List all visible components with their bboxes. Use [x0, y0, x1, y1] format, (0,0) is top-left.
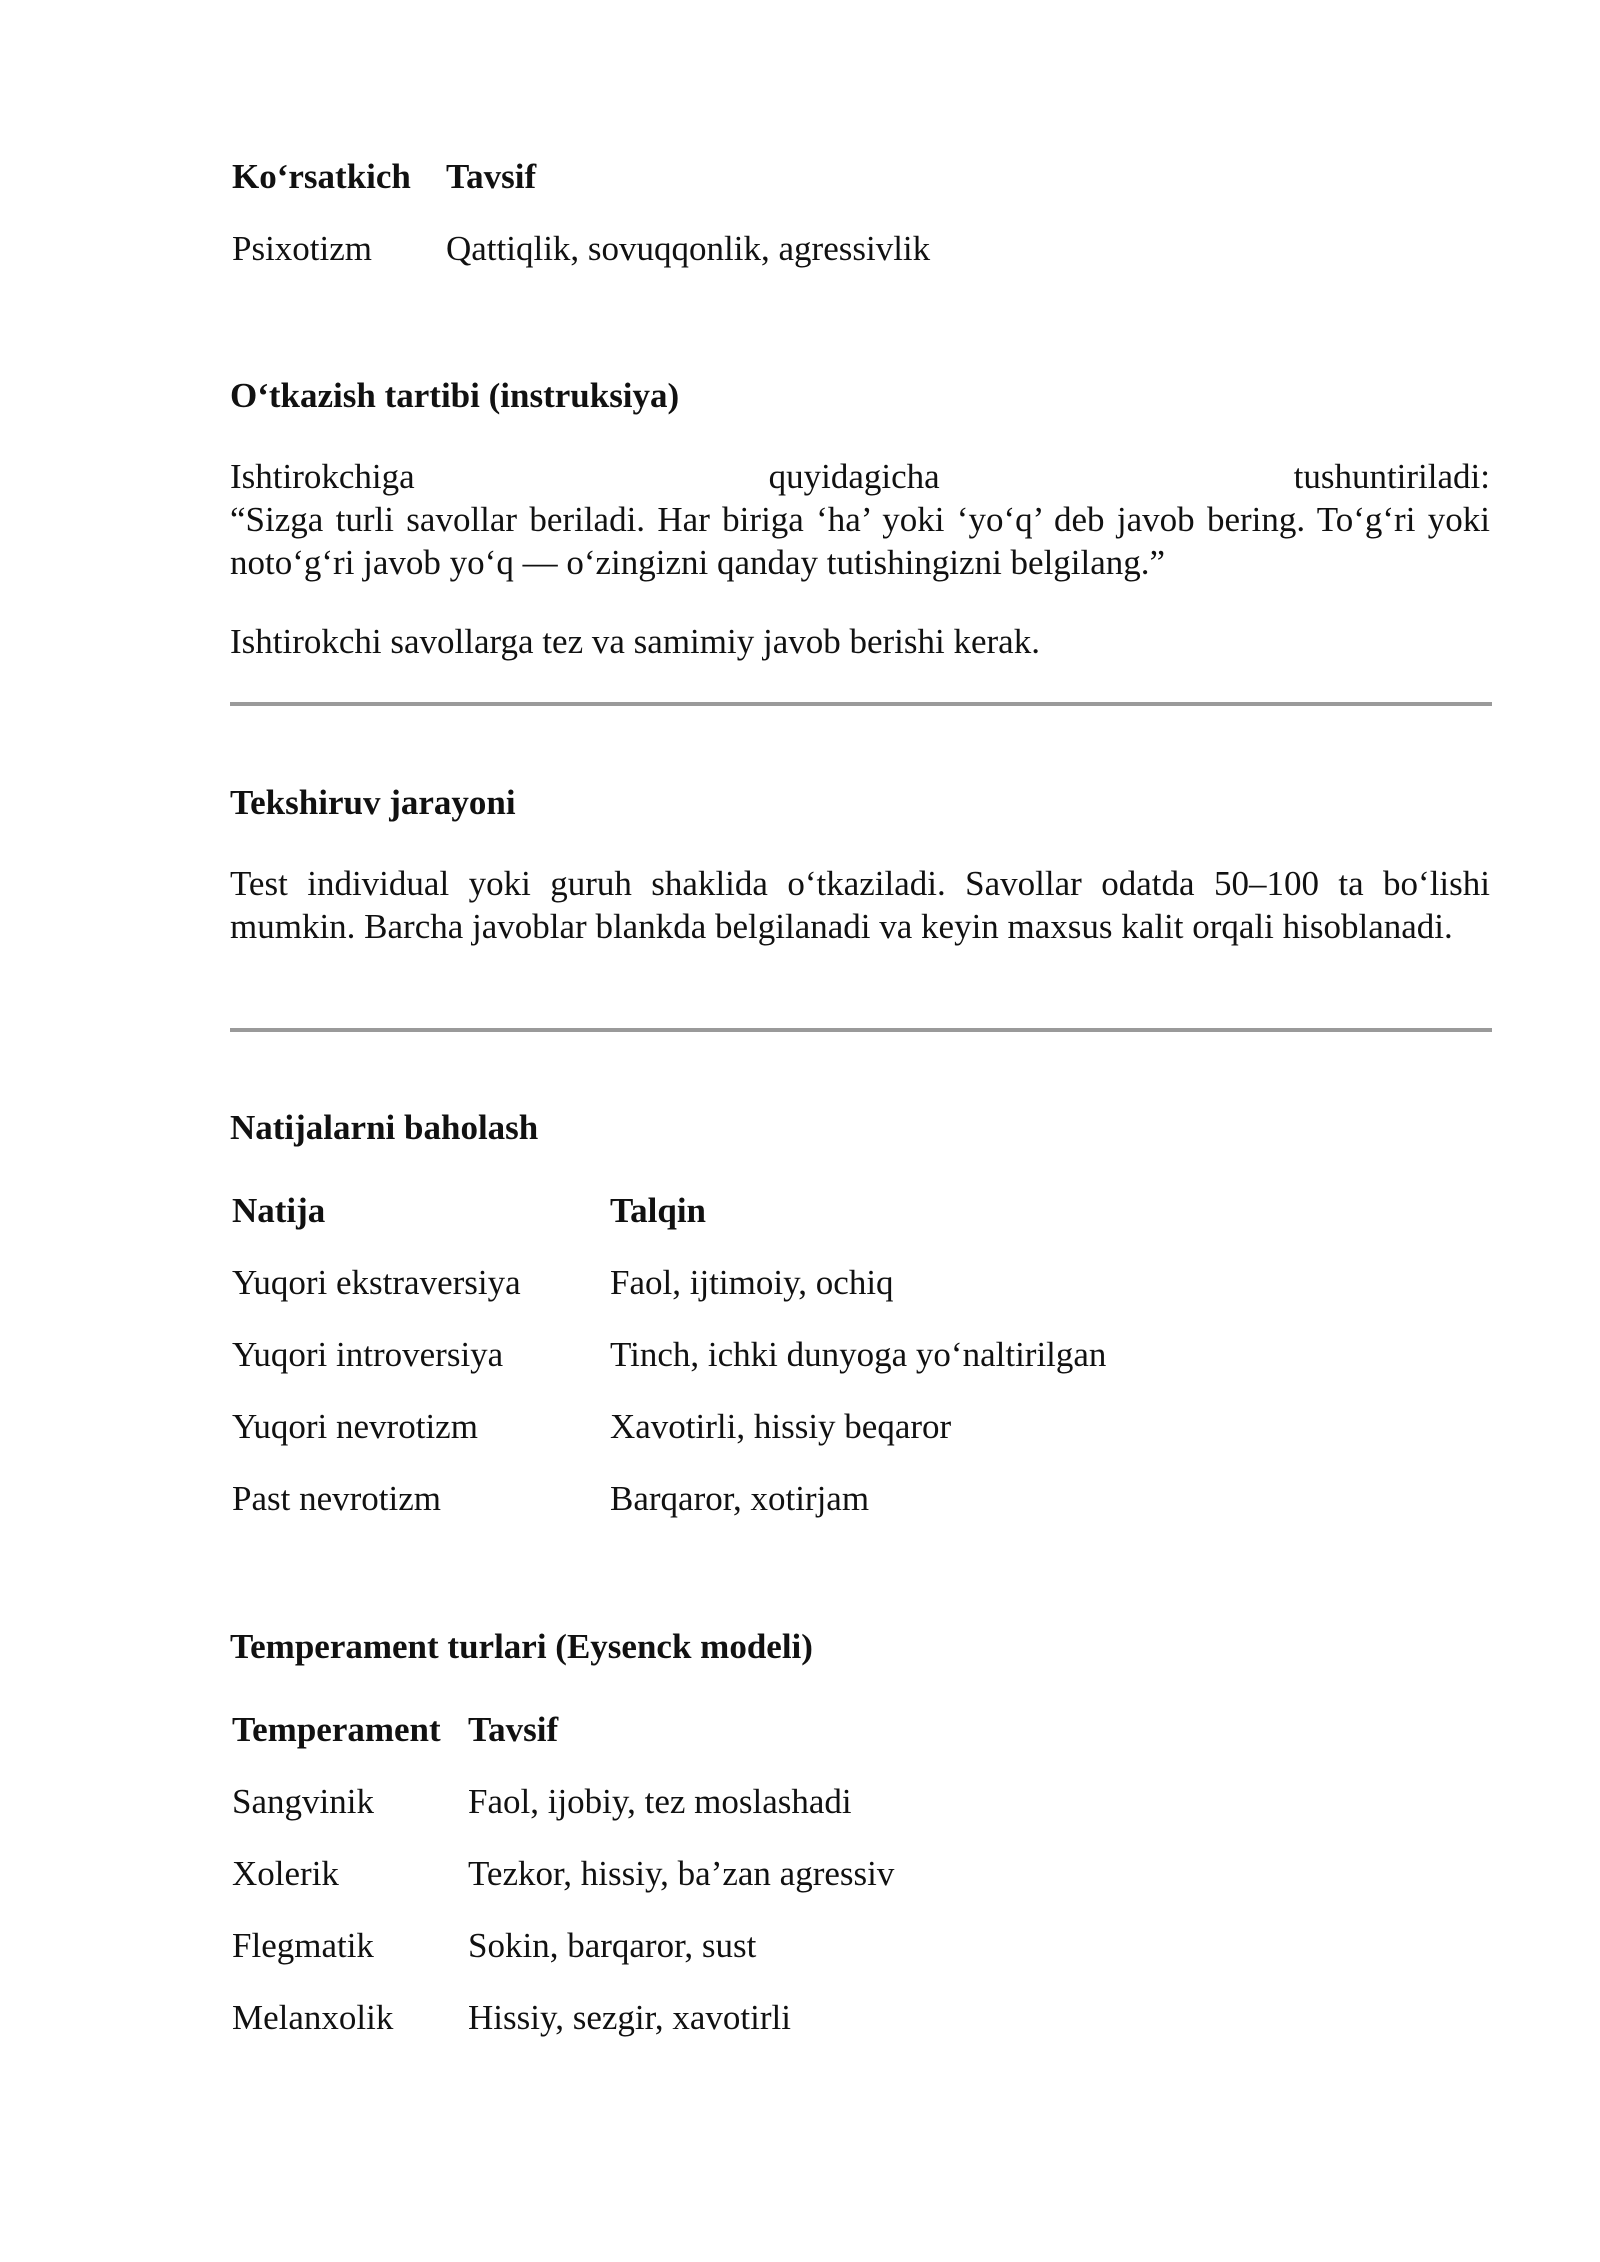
table-cell: Hissiy, sezgir, xavotirli: [468, 1998, 791, 2037]
table-cell: Tinch, ichki dunyoga yo‘naltirilgan: [610, 1335, 1107, 1374]
table-cell: Faol, ijobiy, tez moslashadi: [468, 1782, 852, 1821]
table-cell: Sokin, barqaror, sust: [468, 1926, 757, 1965]
table-cell: Xavotirli, hissiy beqaror: [610, 1407, 952, 1446]
table-cell: Xolerik: [232, 1854, 339, 1893]
table-cell: Barqaror, xotirjam: [610, 1479, 870, 1518]
table-header-description: Tavsif: [468, 1710, 559, 1749]
section-title-process: Tekshiruv jarayoni: [230, 783, 516, 822]
table-cell: Yuqori nevrotizm: [232, 1407, 478, 1446]
horizontal-rule: [230, 1028, 1492, 1032]
instruction-paragraph-quote: “Sizga turli savollar beriladi. Har biriga ‘ha’ yoki ‘yo‘q’ deb javob bering. To‘g‘ri yoki noto‘g‘ri javob yo‘q — o‘zingizni qanday tutishingizni belgilang.”: [230, 500, 1490, 582]
section-title-instruction: O‘tkazish tartibi (instruksiya): [230, 376, 680, 415]
section-title-temperament: Temperament turlari (Eysenck modeli): [230, 1627, 813, 1666]
paragraph-word: quyidagicha: [768, 457, 940, 496]
table-cell: Melanxolik: [232, 1998, 394, 2037]
table-cell: Flegmatik: [232, 1926, 374, 1965]
instruction-paragraph-2: Ishtirokchi savollarga tez va samimiy javob berishi kerak.: [230, 622, 1040, 661]
table-cell: Faol, ijtimoiy, ochiq: [610, 1263, 894, 1302]
table-header-description: Tavsif: [446, 157, 537, 196]
paragraph-word: Ishtirokchiga: [230, 457, 415, 496]
table-cell: Qattiqlik, sovuqqonlik, agressivlik: [446, 229, 931, 268]
horizontal-rule: [230, 702, 1492, 706]
table-cell: Tezkor, hissiy, ba’zan agressiv: [468, 1854, 895, 1893]
table-header-indicator: Ko‘rsatkich: [232, 157, 411, 196]
table-header-result: Natija: [232, 1191, 326, 1230]
paragraph-word: tushuntiriladi:: [1293, 457, 1490, 496]
table-cell: Yuqori ekstraversiya: [232, 1263, 521, 1302]
table-cell: Psixotizm: [232, 229, 373, 268]
section-title-results: Natijalarni baholash: [230, 1108, 539, 1147]
table-cell: Sangvinik: [232, 1782, 374, 1821]
table-cell: Yuqori introversiya: [232, 1335, 504, 1374]
process-paragraph: Test individual yoki guruh shaklida o‘tkaziladi. Savollar odatda 50–100 ta bo‘lishi mumkin. Barcha javoblar blankda belgilanadi va keyin maxsus kalit orqali hisoblanadi.: [230, 864, 1490, 946]
table-cell: Past nevrotizm: [232, 1479, 441, 1518]
instruction-paragraph-line1: [230, 455, 1490, 498]
table-header-interpretation: Talqin: [610, 1191, 707, 1230]
table-header-temperament: Temperament: [232, 1710, 441, 1749]
